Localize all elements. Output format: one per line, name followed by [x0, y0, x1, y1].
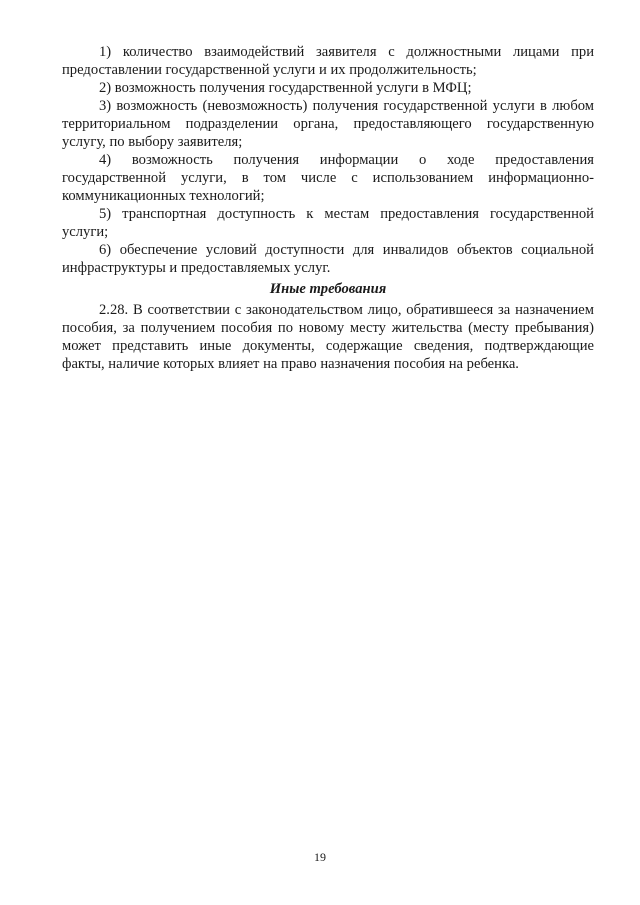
list-item-6: 6) обеспечение условий доступности для инвалидов объектов социальной инфраструктуры и предоставляемых услуг. [62, 242, 594, 276]
list-item-3: 3) возможность (невозможность) получения государственной услуги в любом территориальном подразделении органа, предоставляющего государственную услугу, по выбору заявителя; [62, 98, 594, 150]
section-paragraph: 2.28. В соответствии с законодательством лицо, обратившееся за назначением пособия, за получением пособия по новому месту жительства (месту пребывания) может представить иные документы, содержащие сведения, подтверждающие факты, наличие которых влияет на право назначения пособия на ребенка. [62, 302, 594, 372]
list-item-1: 1) количество взаимодействий заявителя с должностными лицами при предоставлении государственной услуги и их продолжительность; [62, 44, 594, 78]
list-item-4: 4) возможность получения информации о ходе предоставления государственной услуги, в том числе с использованием информационно-коммуникационных технологий; [62, 152, 594, 204]
list-item-5: 5) транспортная доступность к местам предоставления государственной услуги; [62, 206, 594, 240]
document-page [62, 43, 594, 373]
section-heading: Иные требования [269, 281, 387, 297]
page-number: 19 [314, 850, 326, 864]
list-item-2: 2) возможность получения государственной услуги в МФЦ; [99, 80, 472, 96]
